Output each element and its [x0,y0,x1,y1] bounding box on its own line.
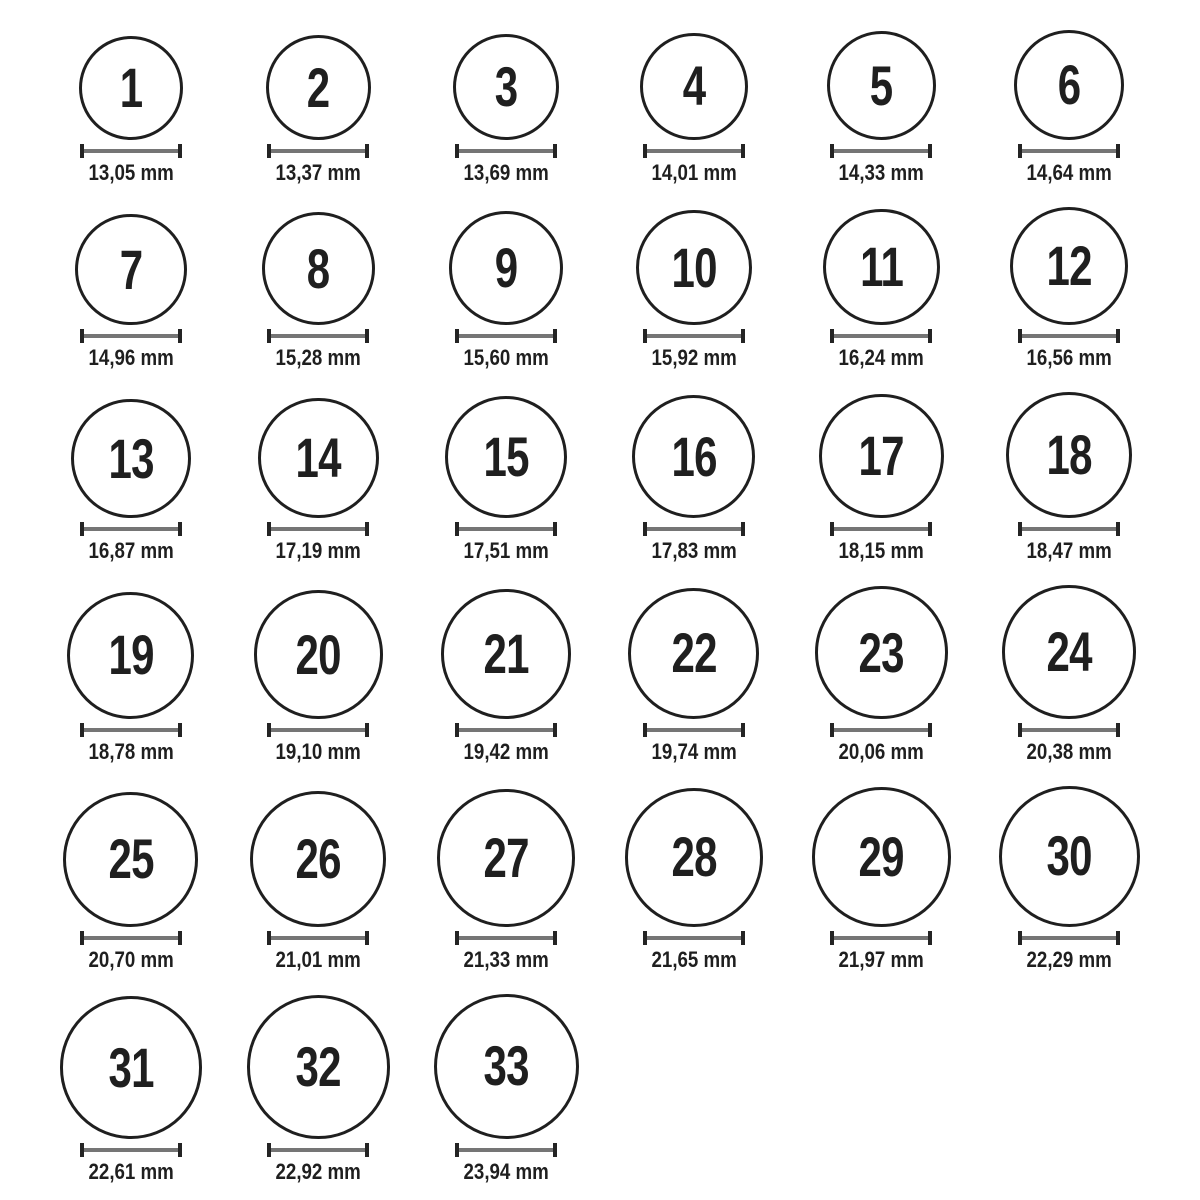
measure-tick-right-icon [553,522,557,536]
measure-tick-right-icon [178,723,182,737]
ring-size-cell [225,590,413,764]
ring-circle [823,209,940,326]
measure-tick-right-icon [365,144,369,158]
diameter-label: 21,01 mm [275,946,362,972]
ring-size-cell [37,592,225,762]
diameter-measure-line [455,931,557,945]
measure-tick-right-icon [178,329,182,343]
diameter-label: 22,61 mm [88,1158,174,1184]
ring-size-cell [788,787,976,970]
ring-size-number: 1 [119,56,143,120]
diameter-measure-line [830,931,932,945]
ring-size-cell [975,585,1163,764]
ring-size-cell [788,31,976,186]
ring-circle [258,398,379,519]
measure-tick-right-icon [178,931,182,945]
diameter-measure-line [643,144,745,158]
ring-size-number: 15 [483,425,529,489]
ring-size-number: 20 [295,622,342,686]
measure-tick-right-icon [1116,723,1120,737]
measure-bar [271,1148,365,1152]
measure-bar [647,334,741,338]
diameter-label: 18,47 mm [1026,538,1112,564]
ring-size-number: 17 [858,424,905,488]
measure-bar [647,936,741,940]
measure-tick-right-icon [741,329,745,343]
ring-size-cell [600,588,788,762]
diameter-measure-line [80,1143,182,1157]
measure-bar [84,334,178,338]
ring-size-cell [412,589,600,762]
measure-bar [1022,527,1116,531]
ring-circle [266,35,371,140]
diameter-measure-line [267,522,369,536]
diameter-measure-line [80,723,182,737]
ring-circle [1010,207,1128,325]
ring-circle [445,396,567,518]
measure-bar [834,527,928,531]
diameter-measure-line [267,329,369,343]
measure-tick-right-icon [928,144,932,158]
diameter-measure-line [643,931,745,945]
measure-tick-right-icon [365,723,369,737]
diameter-measure-line [1018,931,1120,945]
ring-size-number: 32 [295,1034,342,1098]
ring-circle [71,399,190,518]
ring-size-cell [37,36,225,186]
diameter-measure-line [80,522,182,536]
ring-size-number: 6 [1057,53,1081,117]
ring-circle [812,787,952,927]
measure-tick-right-icon [365,931,369,945]
diameter-label: 16,87 mm [88,538,174,564]
ring-size-number: 31 [108,1035,154,1099]
ring-size-cell [975,392,1163,564]
ring-size-number: 29 [858,824,905,888]
diameter-label: 14,96 mm [88,345,174,371]
ring-size-number: 11 [859,235,903,299]
ring-size-cell [225,791,413,970]
measure-bar [834,334,928,338]
measure-bar [647,527,741,531]
diameter-label: 14,33 mm [838,160,925,186]
measure-bar [271,936,365,940]
diameter-measure-line [1018,329,1120,343]
diameter-label: 16,24 mm [838,345,925,371]
ring-size-cell [600,33,788,184]
ring-circle [67,592,194,719]
measure-tick-right-icon [928,931,932,945]
diameter-label: 17,83 mm [651,538,737,564]
measure-bar [459,1148,553,1152]
ring-size-cell [225,35,413,186]
measure-bar [84,149,178,153]
diameter-measure-line [1018,144,1120,158]
measure-bar [271,149,365,153]
measure-tick-right-icon [553,723,557,737]
diameter-label: 17,51 mm [463,538,549,564]
measure-bar [271,334,365,338]
ring-size-number: 30 [1046,824,1092,888]
ring-size-number: 14 [295,425,342,489]
ring-size-row [37,207,1163,371]
measure-bar [84,527,178,531]
measure-tick-right-icon [365,329,369,343]
measure-tick-right-icon [365,522,369,536]
diameter-label: 22,29 mm [1026,946,1112,972]
diameter-measure-line [267,931,369,945]
ring-size-cell [975,30,1163,186]
diameter-label: 19,74 mm [651,738,737,764]
diameter-measure-line [643,522,745,536]
ring-size-number: 8 [307,236,330,300]
diameter-measure-line [455,329,557,343]
diameter-label: 14,64 mm [1026,160,1112,186]
ring-circle [1002,585,1135,718]
ring-size-cell [975,207,1163,371]
measure-bar [1022,728,1116,732]
ring-circle [437,789,574,926]
measure-bar [1022,334,1116,338]
measure-tick-right-icon [741,723,745,737]
measure-bar [459,936,553,940]
measure-bar [647,728,741,732]
ring-size-number: 25 [108,827,154,891]
ring-size-row [37,786,1163,970]
ring-size-cell [412,994,600,1182]
ring-size-cell [225,995,413,1182]
measure-tick-right-icon [741,144,745,158]
measure-bar [459,334,553,338]
ring-size-number: 19 [108,623,154,687]
diameter-label: 21,97 mm [838,946,925,972]
ring-size-number: 2 [307,55,330,119]
ring-circle [75,214,187,326]
ring-size-cell [975,786,1163,970]
ring-size-number: 5 [870,53,893,117]
measure-tick-right-icon [178,1143,182,1157]
ring-circle [441,589,571,719]
diameter-label: 13,69 mm [463,160,549,186]
diameter-label: 18,15 mm [838,538,925,564]
diameter-measure-line [830,144,932,158]
measure-bar [271,728,365,732]
measure-bar [459,149,553,153]
ring-size-row [37,994,1163,1182]
ring-circle [60,996,202,1138]
diameter-measure-line [455,522,557,536]
ring-size-number: 27 [483,826,529,890]
measure-tick-right-icon [928,723,932,737]
ring-size-number: 12 [1046,234,1092,298]
diameter-label: 19,42 mm [463,738,549,764]
measure-tick-right-icon [1116,144,1120,158]
measure-tick-right-icon [553,1143,557,1157]
ring-circle [632,395,755,518]
measure-tick-right-icon [1116,329,1120,343]
ring-size-row [37,30,1163,186]
measure-tick-right-icon [553,329,557,343]
ring-size-number: 10 [671,235,717,299]
ring-size-number: 13 [108,426,154,490]
ring-size-number: 33 [483,1034,529,1098]
measure-bar [834,149,928,153]
measure-tick-right-icon [1116,522,1120,536]
measure-tick-right-icon [365,1143,369,1157]
diameter-label: 16,56 mm [1026,345,1112,371]
ring-circle [453,34,560,141]
ring-size-cell [600,395,788,564]
diameter-label: 20,70 mm [88,946,174,972]
ring-circle [1014,30,1124,140]
ring-size-number: 26 [295,826,342,890]
ring-size-number: 18 [1046,423,1092,487]
measure-tick-right-icon [928,329,932,343]
ring-circle [247,995,391,1139]
measure-bar [834,728,928,732]
diameter-label: 21,65 mm [651,946,737,972]
diameter-label: 17,19 mm [275,538,362,564]
ring-size-row [37,392,1163,564]
measure-bar [459,527,553,531]
ring-size-number: 28 [671,825,717,889]
ring-circle [815,586,947,718]
measure-bar [84,728,178,732]
measure-tick-right-icon [553,931,557,945]
ring-circle [1006,392,1132,518]
ring-size-cell [412,211,600,371]
diameter-measure-line [267,144,369,158]
measure-tick-right-icon [178,522,182,536]
diameter-label: 13,37 mm [275,160,362,186]
measure-bar [834,936,928,940]
diameter-label: 20,38 mm [1026,738,1112,764]
ring-circle [250,791,386,927]
ring-size-number: 24 [1046,619,1092,683]
diameter-measure-line [455,1143,557,1157]
diameter-measure-line [830,522,932,536]
diameter-measure-line [80,329,182,343]
ring-size-cell [788,209,976,369]
ring-circle [434,994,579,1139]
measure-bar [1022,936,1116,940]
ring-size-row [37,585,1163,764]
measure-tick-right-icon [178,144,182,158]
ring-size-number: 22 [671,621,717,685]
ring-circle [63,792,198,927]
ring-size-cell [37,792,225,970]
ring-size-number: 9 [494,236,518,300]
measure-tick-right-icon [1116,931,1120,945]
ring-size-cell [788,586,976,764]
ring-size-number: 16 [671,424,717,488]
diameter-label: 15,28 mm [275,345,362,371]
ring-circle [625,788,764,927]
diameter-measure-line [643,329,745,343]
ring-size-number: 4 [682,54,706,118]
ring-circle [254,590,382,718]
ring-size-cell [37,399,225,564]
measure-bar [647,149,741,153]
diameter-label: 20,06 mm [838,738,925,764]
measure-tick-right-icon [553,144,557,158]
ring-size-cell [412,34,600,184]
ring-size-number: 21 [483,621,529,685]
ring-size-cell [412,396,600,564]
ring-size-cell [600,210,788,369]
diameter-measure-line [267,1143,369,1157]
diameter-measure-line [643,723,745,737]
diameter-label: 13,05 mm [88,160,174,186]
measure-tick-right-icon [741,522,745,536]
diameter-label: 15,60 mm [463,345,549,371]
ring-circle [79,36,183,140]
ring-size-cell [37,996,225,1184]
measure-tick-right-icon [928,522,932,536]
measure-bar [84,936,178,940]
diameter-label: 18,78 mm [88,738,174,764]
ring-size-cell [412,789,600,972]
ring-size-number: 3 [494,55,518,119]
ring-size-cell [788,394,976,562]
ring-size-number: 7 [119,237,143,301]
ring-size-cell [37,214,225,369]
diameter-label: 14,01 mm [651,160,737,186]
ring-circle [262,212,375,325]
ring-size-cell [225,398,413,562]
measure-bar [459,728,553,732]
diameter-measure-line [455,723,557,737]
measure-bar [271,527,365,531]
diameter-measure-line [80,144,182,158]
ring-circle [999,786,1140,927]
ring-size-cell [600,788,788,970]
ring-circle [628,588,759,719]
diameter-measure-line [1018,522,1120,536]
diameter-label: 15,92 mm [651,345,737,371]
diameter-label: 21,33 mm [463,946,549,972]
ring-size-number: 23 [858,620,905,684]
ring-circle [640,33,748,141]
ring-circle [449,211,563,325]
ring-circle [819,394,944,519]
diameter-label: 22,92 mm [275,1158,362,1184]
diameter-label: 23,94 mm [463,1158,549,1184]
diameter-measure-line [80,931,182,945]
measure-tick-right-icon [741,931,745,945]
diameter-measure-line [830,723,932,737]
ring-circle [827,31,936,140]
diameter-label: 19,10 mm [275,738,362,764]
measure-bar [84,1148,178,1152]
diameter-measure-line [455,144,557,158]
diameter-measure-line [830,329,932,343]
diameter-measure-line [1018,723,1120,737]
ring-size-cell [225,212,413,371]
ring-circle [636,210,752,326]
diameter-measure-line [267,723,369,737]
measure-bar [1022,149,1116,153]
